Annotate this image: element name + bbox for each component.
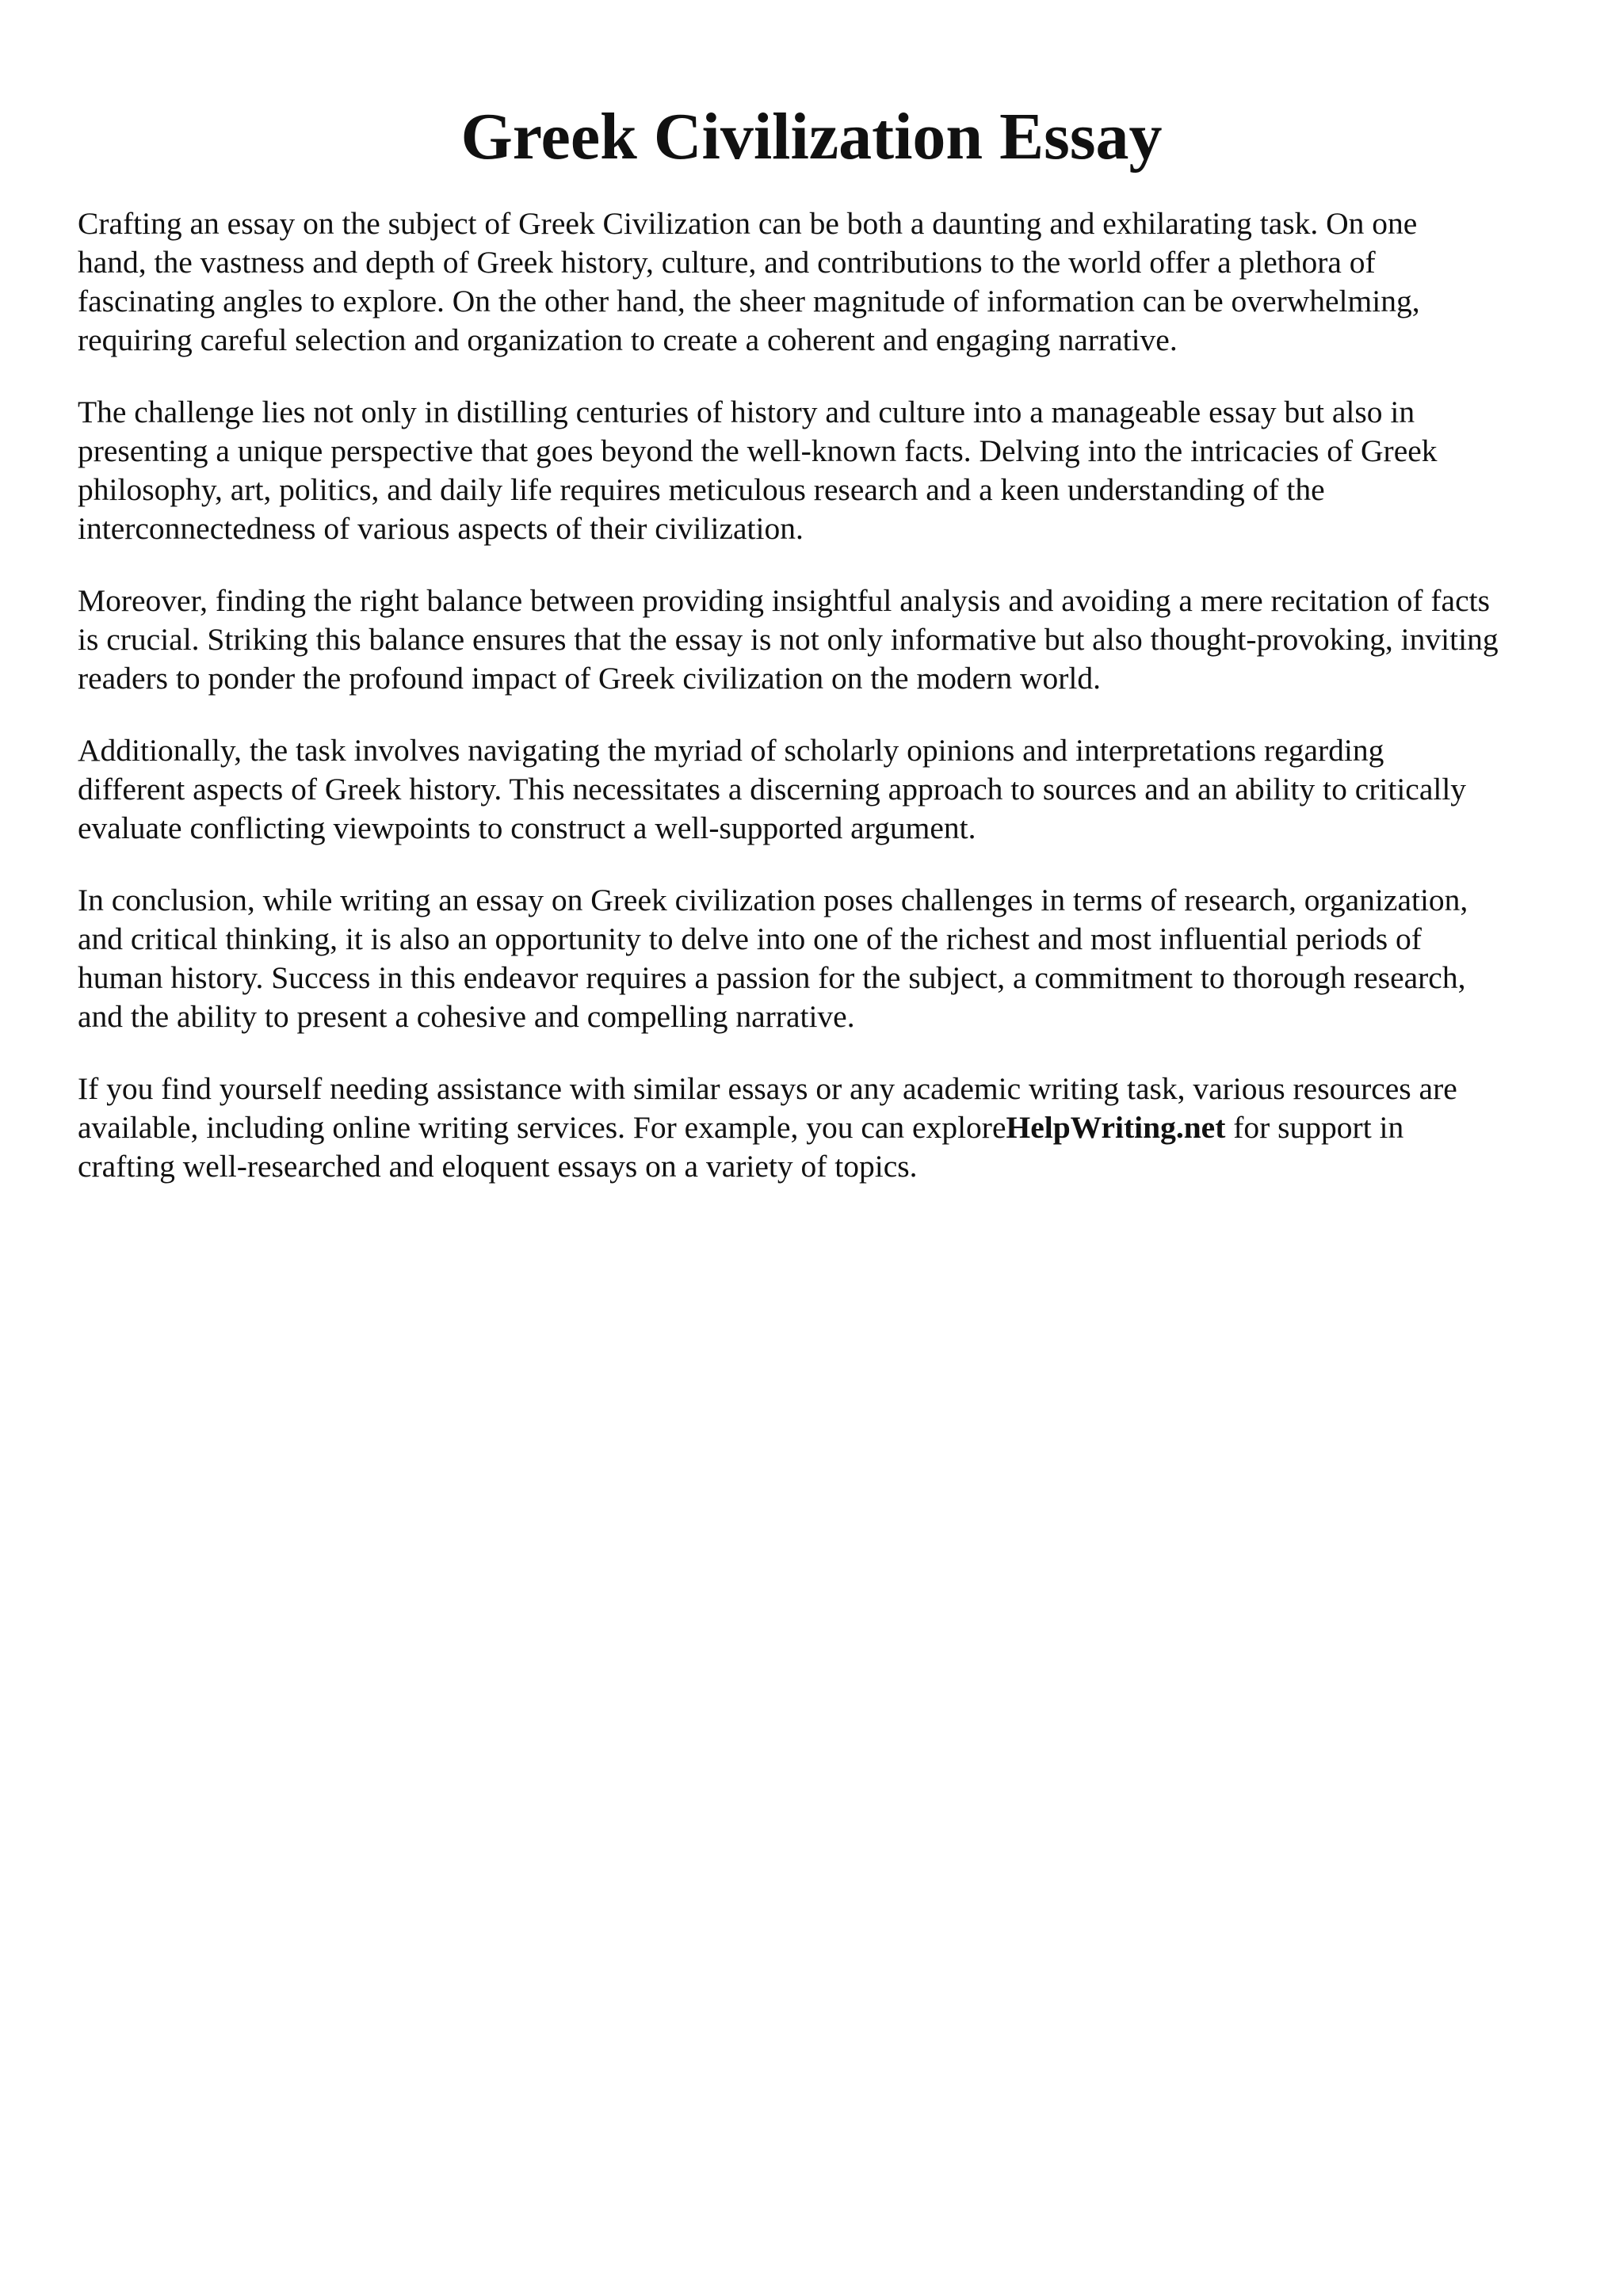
- paragraph-line: different aspects of Greek history. This necessitates a discerning approach to sources and an ability to critically: [78, 772, 1467, 807]
- paragraph-line: human history. Success in this endeavor requires a passion for the subject, a commitment to thorough research,: [78, 960, 1466, 995]
- paragraph-5: [78, 881, 1583, 1036]
- paragraph-line: crafting well-researched and eloquent essays on a variety of topics.: [78, 1149, 918, 1184]
- paragraph-line: is crucial. Striking this balance ensures that the essay is not only informative but also thought-provoking, inviting: [78, 622, 1499, 657]
- paragraph-line: requiring careful selection and organization to create a coherent and engaging narrative.: [78, 322, 1178, 357]
- paragraph-line: readers to ponder the profound impact of Greek civilization on the modern world.: [78, 661, 1102, 696]
- paragraph-line: Moreover, finding the right balance between providing insightful analysis and avoiding a mere recitation of facts: [78, 583, 1490, 618]
- paragraph-line: presenting a unique perspective that goes beyond the well-known facts. Delving into the intricacies of Greek: [78, 433, 1438, 468]
- paragraph-4: [78, 731, 1583, 848]
- paragraph-line: and critical thinking, it is also an opportunity to delve into one of the richest and most influential periods of: [78, 921, 1422, 956]
- paragraph-1: [78, 204, 1583, 360]
- paragraph-text: for support in: [1233, 1110, 1404, 1145]
- paragraph-line: interconnectedness of various aspects of their civilization.: [78, 511, 804, 546]
- paragraph-2: [78, 393, 1583, 548]
- paragraph-6: [78, 1070, 1583, 1186]
- paragraph-line: In conclusion, while writing an essay on Greek civilization poses challenges in terms of research, organization,: [78, 883, 1468, 917]
- paragraph-text: available, including online writing services. For example, you can explore: [78, 1110, 1006, 1145]
- paragraph-line: and the ability to present a cohesive and compelling narrative.: [78, 999, 855, 1034]
- paragraph-line: hand, the vastness and depth of Greek history, culture, and contributions to the world offer a plethora of: [78, 245, 1376, 280]
- paragraph-line: philosophy, art, politics, and daily life requires meticulous research and a keen understanding of the: [78, 472, 1325, 507]
- paragraph-3: [78, 582, 1583, 698]
- paragraph-line: Crafting an essay on the subject of Greek Civilization can be both a daunting and exhilarating task. On one: [78, 206, 1418, 241]
- essay-body: [78, 204, 1583, 1219]
- paragraph-line-with-link: [78, 1108, 1583, 1147]
- page-title: Greek Civilization Essay: [460, 100, 1163, 174]
- paragraph-line: Additionally, the task involves navigating the myriad of scholarly opinions and interpretations regarding: [78, 733, 1384, 768]
- paragraph-line: The challenge lies not only in distilling centuries of history and culture into a manageable essay but also in: [78, 395, 1415, 429]
- paragraph-line: If you find yourself needing assistance with similar essays or any academic writing task, various resources are: [78, 1071, 1457, 1106]
- helpwriting-link[interactable]: HelpWriting.net: [1006, 1110, 1226, 1145]
- paragraph-line: evaluate conflicting viewpoints to construct a well-supported argument.: [78, 810, 976, 845]
- paragraph-line: fascinating angles to explore. On the other hand, the sheer magnitude of information can be overwhelming,: [78, 284, 1420, 318]
